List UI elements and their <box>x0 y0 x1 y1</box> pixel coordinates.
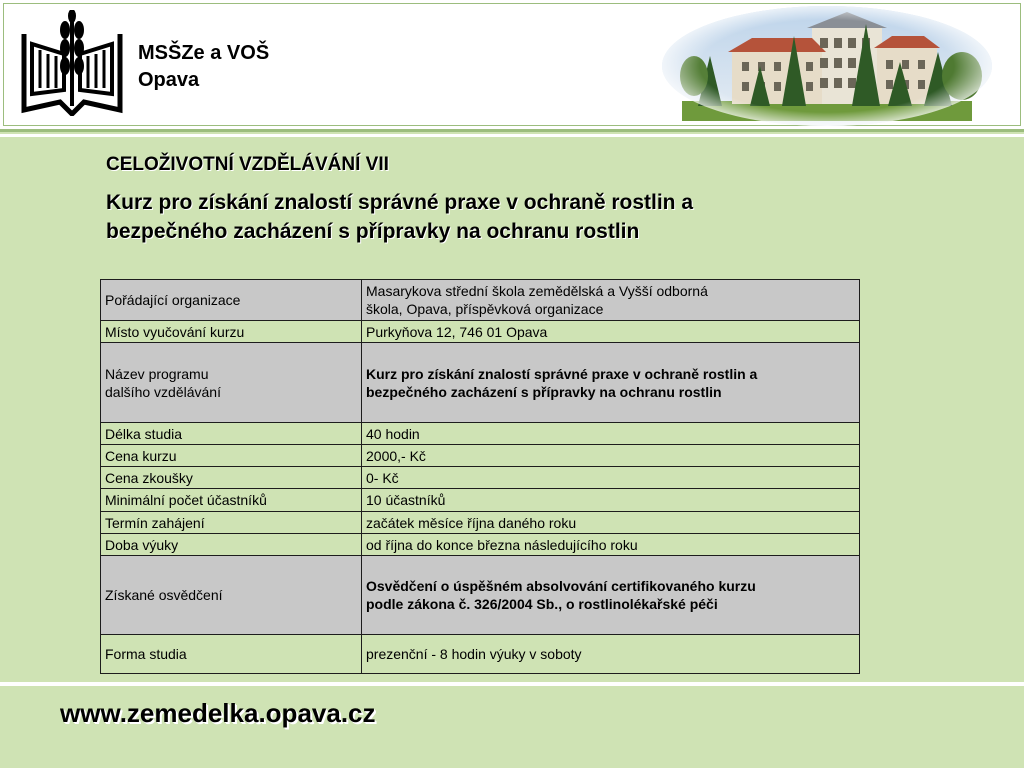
row-label: Pořádající organizace <box>101 280 362 321</box>
page-heading: CELOŽIVOTNÍ VZDĚLÁVÁNÍ VII <box>106 154 389 175</box>
row-label: Doba výuky <box>101 534 362 556</box>
table-row-organizer <box>101 280 860 321</box>
table-row-location <box>101 321 860 343</box>
school-building-image <box>662 6 992 126</box>
row-value: prezenční - 8 hodin výuky v soboty <box>362 635 860 674</box>
table-row-study-form <box>101 635 860 674</box>
table-row-duration <box>101 423 860 445</box>
table-row-program-name <box>101 343 860 423</box>
row-label: Cena kurzu <box>101 445 362 467</box>
row-value <box>362 343 860 423</box>
row-value-line: podle zákona č. 326/2004 Sb., o rostlinolékařské péči <box>366 596 718 612</box>
row-value-line: bezpečného zacházení s přípravky na ochranu rostlin <box>366 383 722 400</box>
row-value: začátek měsíce října daného roku <box>362 512 860 534</box>
school-name <box>138 40 269 94</box>
header-separator <box>0 134 1024 137</box>
footer-separator <box>0 682 1024 686</box>
row-value-line: škola, Opava, příspěvková organizace <box>366 301 604 317</box>
row-value <box>362 280 860 321</box>
row-value: Purkyňova 12, 746 01 Opava <box>362 321 860 343</box>
row-value: 40 hodin <box>362 423 860 445</box>
row-value-line: Masarykova střední škola zemědělská a Vyšší odborná <box>366 283 708 299</box>
row-label: Forma studia <box>101 635 362 674</box>
table-row-course-price <box>101 445 860 467</box>
school-name-line2: Opava <box>138 69 200 91</box>
row-value-line: Kurz pro získání znalostí správné praxe v ochraně rostlin a <box>366 365 758 382</box>
website-link[interactable]: www.zemedelka.opava.cz <box>60 698 376 728</box>
course-info-table <box>100 279 860 674</box>
table-row-exam-price <box>101 467 860 489</box>
row-value: 2000,- Kč <box>362 445 860 467</box>
course-title-line2: bezpečného zacházení s přípravky na ochranu rostlin <box>106 220 640 243</box>
row-label-line: dalšího vzdělávání <box>105 383 221 400</box>
row-label <box>101 343 362 423</box>
table-row-certificate <box>101 556 860 635</box>
row-value-line: Osvědčení o úspěšném absolvování certifikovaného kurzu <box>366 578 756 594</box>
table-row-min-participants <box>101 489 860 512</box>
course-title <box>106 188 866 246</box>
course-title-line1: Kurz pro získání znalostí správné praxe v ochraně rostlin a <box>106 191 694 214</box>
row-label: Termín zahájení <box>101 512 362 534</box>
row-value: 0- Kč <box>362 467 860 489</box>
table-row-teaching-period <box>101 534 860 556</box>
school-logo-icon <box>20 10 124 116</box>
row-label: Místo vyučování kurzu <box>101 321 362 343</box>
row-label: Délka studia <box>101 423 362 445</box>
row-label: Cena zkoušky <box>101 467 362 489</box>
row-value: od října do konce března následujícího roku <box>362 534 860 556</box>
row-label-line: Název programu <box>105 365 209 382</box>
table-row-start-date <box>101 512 860 534</box>
header <box>0 0 1024 132</box>
school-name-line1: MSŠZe a VOŠ <box>138 42 270 64</box>
title-block <box>106 154 866 246</box>
row-value <box>362 556 860 635</box>
row-label: Získané osvědčení <box>101 556 362 635</box>
row-label: Minimální počet účastníků <box>101 489 362 512</box>
row-value: 10 účastníků <box>362 489 860 512</box>
